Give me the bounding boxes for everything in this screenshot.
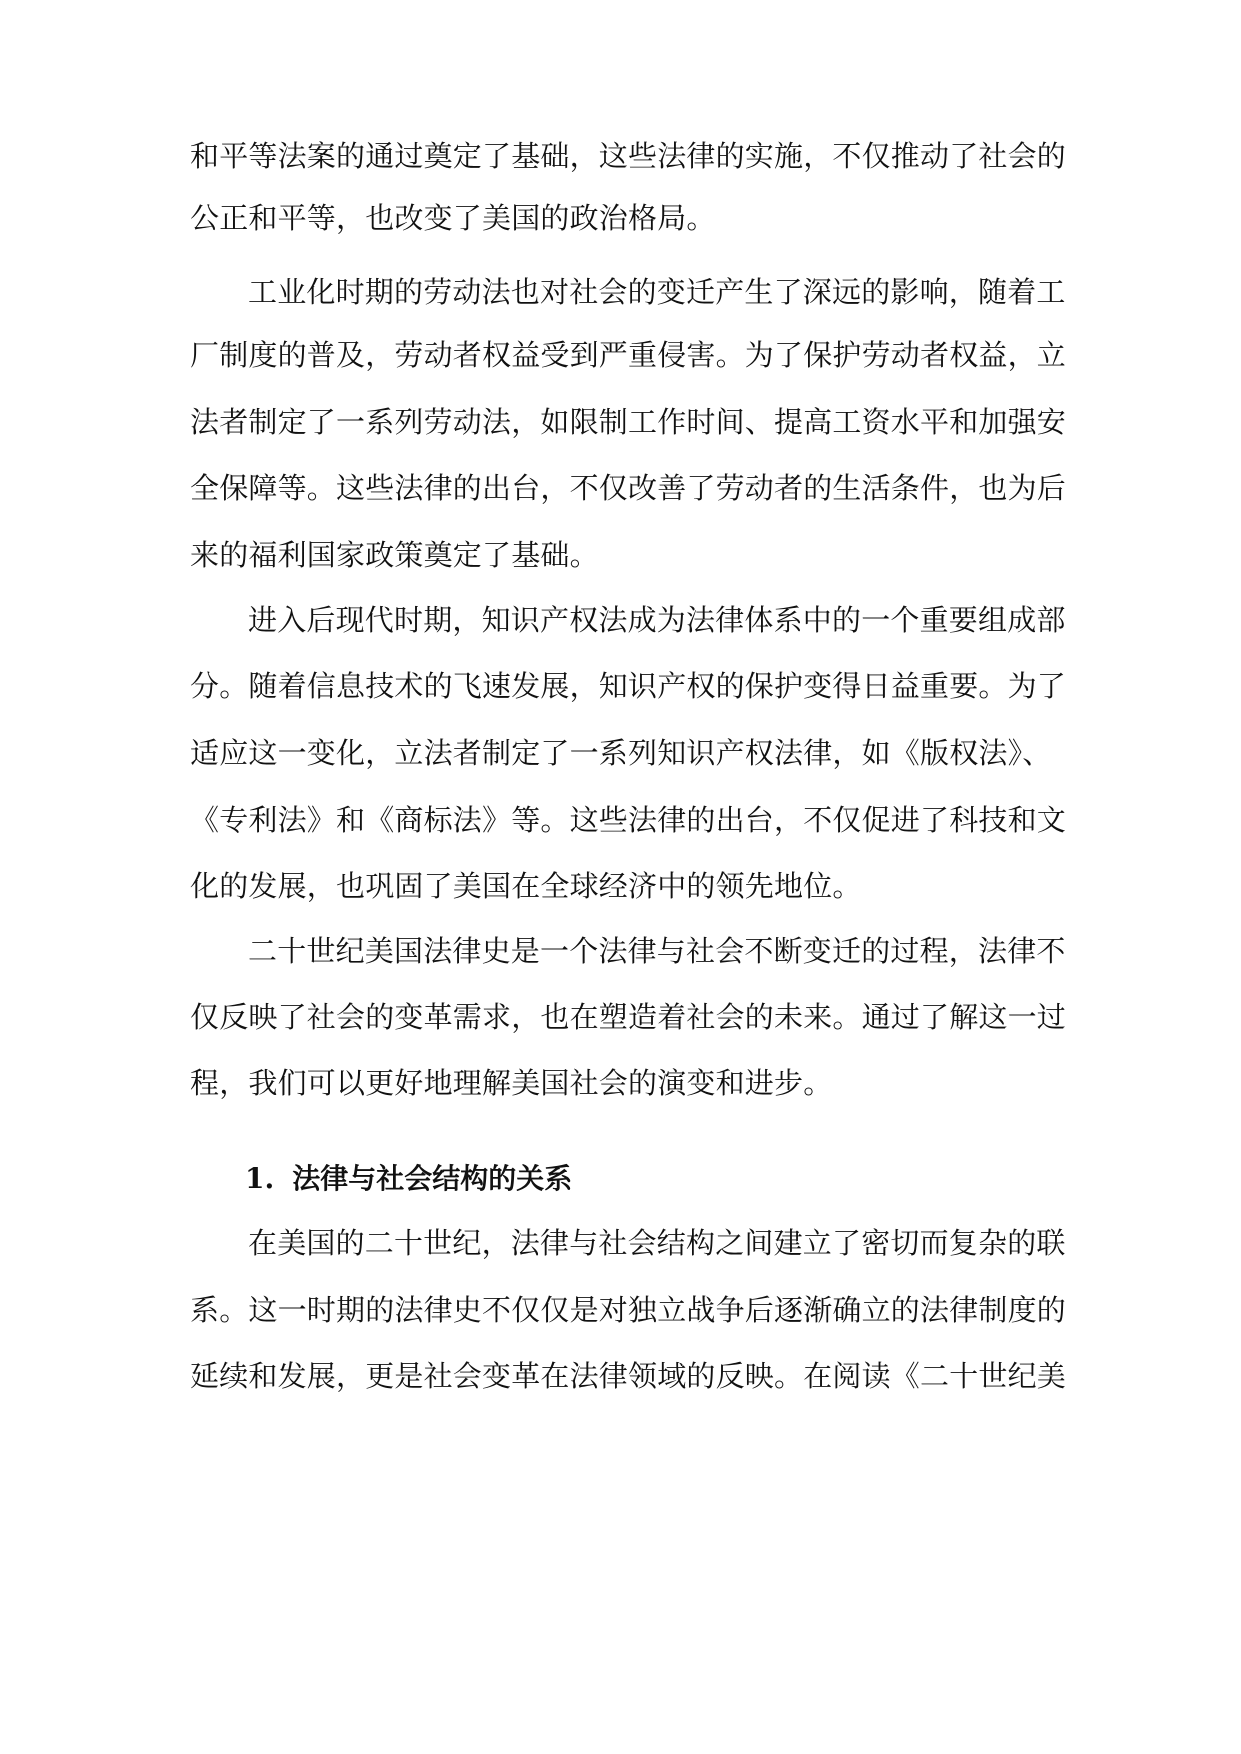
paragraph-line: 延续和发展，更是社会变革在法律领域的反映。在阅读《二十世纪美 bbox=[190, 1359, 1067, 1393]
section-heading bbox=[245, 1161, 572, 1197]
paragraph-line: 程，我们可以更好地理解美国社会的演变和进步。 bbox=[190, 1066, 833, 1100]
paragraph-line: 工业化时期的劳动法也对社会的变迁产生了深远的影响，随着工 bbox=[248, 275, 1066, 309]
paragraph-line: 和平等法案的通过奠定了基础，这些法律的实施，不仅推动了社会的 bbox=[190, 139, 1067, 173]
paragraph-line: 厂制度的普及，劳动者权益受到严重侵害。为了保护劳动者权益，立 bbox=[190, 338, 1067, 372]
paragraph-line: 化的发展，也巩固了美国在全球经济中的领先地位。 bbox=[190, 869, 862, 903]
paragraph-line: 二十世纪美国法律史是一个法律与社会不断变迁的过程，法律不 bbox=[248, 934, 1066, 968]
paragraph-line: 系。这一时期的法律史不仅仅是对独立战争后逐渐确立的法律制度的 bbox=[190, 1293, 1067, 1327]
paragraph-line: 法者制定了一系列劳动法，如限制工作时间、提高工资水平和加强安 bbox=[190, 405, 1067, 439]
paragraph-line: 《专利法》和《商标法》等。这些法律的出台，不仅促进了科技和文 bbox=[190, 803, 1067, 837]
section-title: 法律与社会结构的关系 bbox=[292, 1162, 573, 1195]
paragraph-line: 分。随着信息技术的飞速发展，知识产权的保护变得日益重要。为了 bbox=[190, 669, 1067, 703]
paragraph-line: 全保障等。这些法律的出台，不仅改善了劳动者的生活条件，也为后 bbox=[190, 471, 1067, 505]
paragraph-line: 公正和平等，也改变了美国的政治格局。 bbox=[190, 201, 716, 235]
section-number: 1. bbox=[245, 1162, 275, 1195]
paragraph-line: 仅反映了社会的变革需求，也在塑造着社会的未来。通过了解这一过 bbox=[190, 1000, 1067, 1034]
paragraph-line: 在美国的二十世纪，法律与社会结构之间建立了密切而复杂的联 bbox=[248, 1226, 1066, 1260]
paragraph-line: 适应这一变化，立法者制定了一系列知识产权法律，如《版权法》、 bbox=[190, 736, 1052, 770]
paragraph-line: 进入后现代时期，知识产权法成为法律体系中的一个重要组成部 bbox=[248, 603, 1066, 637]
paragraph-line: 来的福利国家政策奠定了基础。 bbox=[190, 538, 599, 572]
